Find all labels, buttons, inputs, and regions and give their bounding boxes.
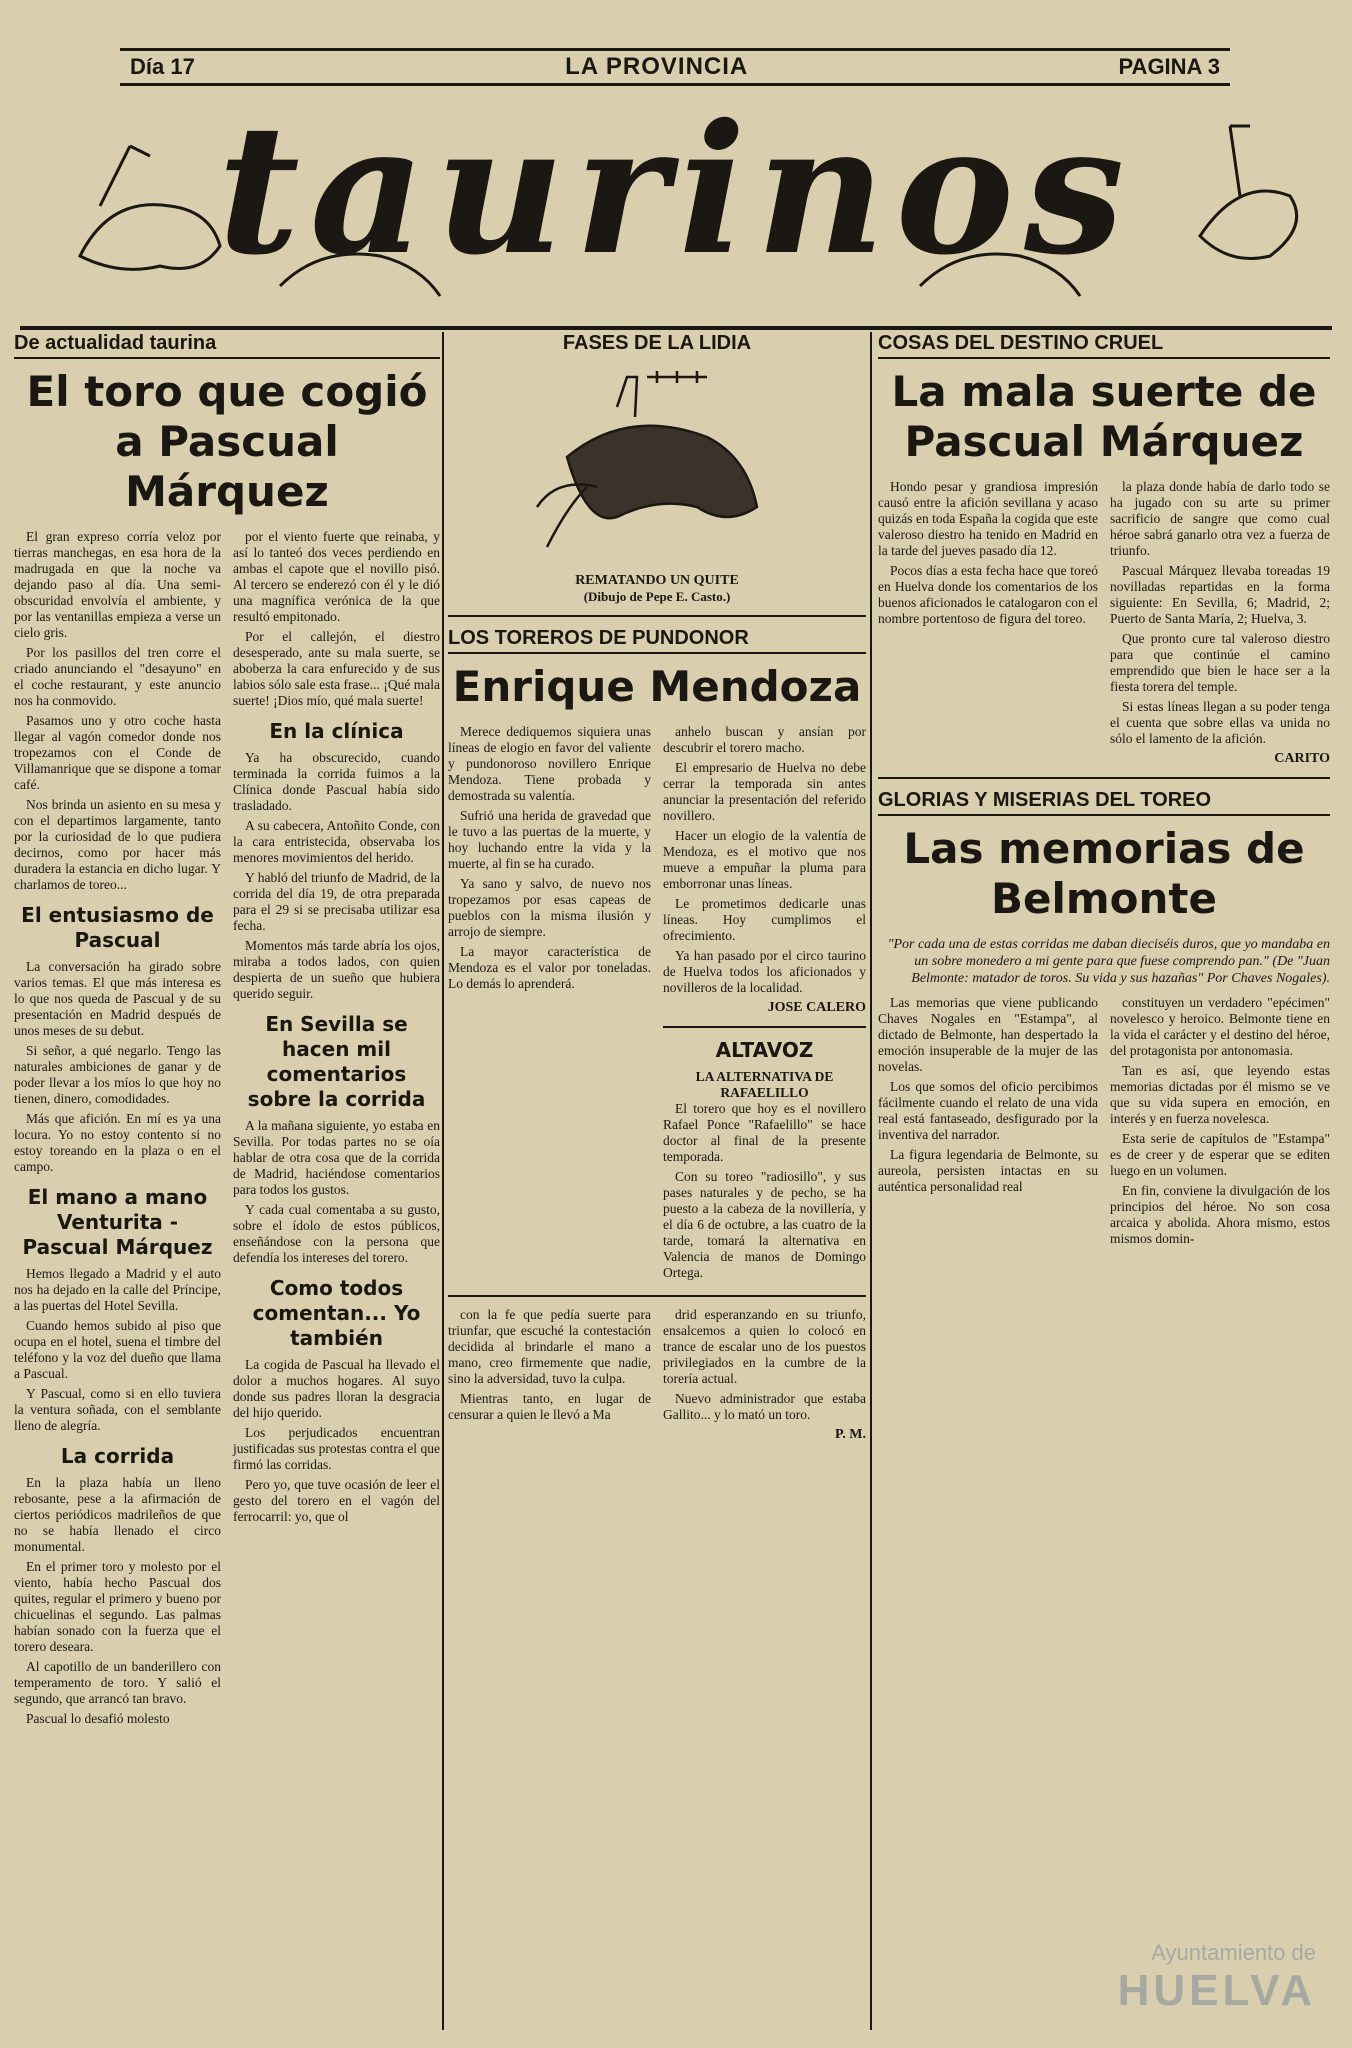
subheading: El mano a mano Venturita - Pascual Márquez: [22, 1185, 213, 1259]
article-column-center: [448, 332, 866, 2030]
paragraph: Pasamos uno y otro coche hasta llegar al vagón comedor donde nos tropezamos con el Conde de Villamanrique que se dispone a tomar café.: [14, 713, 221, 792]
paragraph: Y habló del triunfo de Madrid, de la corrida del día 19, de otra preparada para el 29 si se precisaba utilizar esa fecha.: [233, 870, 440, 933]
paragraph: La conversación ha girado sobre varios temas. El que más interesa es lo que nos queda de Pascual y de su presentación en Madrid después de unos meses de su debut.: [14, 959, 221, 1038]
article-headline: Enrique Mendoza: [452, 662, 862, 711]
paragraph: Si estas líneas llegan a su poder tenga el cuenta que sobre ellas va unida no sólo el lamento de la afición.: [1110, 699, 1330, 746]
ayuntamiento-watermark: [1066, 1940, 1316, 2020]
paragraph: Le prometimos dedicarle unas líneas. Hoy cumplimos el ofrecimiento.: [663, 896, 866, 943]
masthead-paper-name: LA PROVINCIA: [555, 53, 758, 81]
article-kicker: LOS TOREROS DE PUNDONOR: [448, 627, 866, 654]
article-body: [448, 724, 866, 1285]
column-rule: [870, 332, 872, 2030]
paragraph: En la plaza había un lleno rebosante, pese a la afirmación de ciertos periódicos madrileños de que no se había llenado el circo monumental.: [14, 1475, 221, 1554]
article-body: [878, 995, 1330, 1251]
subheading: La corrida: [60, 1444, 175, 1468]
section-banner: [20, 86, 1332, 330]
article-headline: El toro que cogió a Pascual Márquez: [26, 367, 428, 516]
paragraph: Y Pascual, como si en ello tuviera la ventura soñada, con el semblante lleno de alegría.: [14, 1386, 221, 1433]
illustration-credit: (Dibujo de Pepe E. Casto.): [583, 589, 731, 604]
article-kicker: COSAS DEL DESTINO CRUEL: [878, 332, 1330, 359]
paragraph: Tan es así, que leyendo estas memorias dictadas por él mismo se ve que su vida supera en emoción, en interés y en fuerza novelesca.: [1110, 1063, 1330, 1126]
paragraph: Pero yo, que tuve ocasión de leer el gesto del torero en el vagón del ferrocarril: yo, que ol: [233, 1477, 440, 1524]
subheading: Como todos comentan... Yo también: [252, 1276, 421, 1350]
article-body-right: [233, 529, 440, 1731]
subheading: En la clínica: [269, 719, 404, 743]
masthead-page-number: PAGINA 3: [1109, 54, 1230, 80]
paragraph: El gran expreso corría veloz por tierras manchegas, en esa hora de la madrugada en que la noche va dejando paso al día. Una semi-obscuridad envolvía el ambiente, y por las ventanillas empieza a verse un cielo gris.: [14, 529, 221, 640]
paragraph: Hacer un elogio de la valentía de Mendoza, es el motivo que nos mueve a empuñar la pluma para emborronar unas líneas.: [663, 828, 866, 891]
article-body-left: [448, 1307, 651, 1443]
paragraph: Los que somos del oficio percibimos fácilmente cuando el relato de una vida real está fantaseado, desfigurado por la inventiva del narrador.: [878, 1079, 1098, 1142]
article-body-left: [878, 479, 1098, 767]
paragraph: Mientras tanto, en lugar de censurar a quien le llevó a Ma: [448, 1391, 651, 1422]
paragraph: La figura legendaria de Belmonte, su aureola, persisten intactas en su auténtica personalidad real: [878, 1147, 1098, 1194]
article-body-right: [1110, 995, 1330, 1251]
subheading: El entusiasmo de Pascual: [21, 903, 214, 952]
section-divider: [448, 615, 866, 617]
paragraph: La cogida de Pascual ha llevado el dolor a muchos hogares. Al suyo donde sus padres lloran la desgracia del hijo querido.: [233, 1357, 440, 1420]
watermark-line: HUELVA: [1117, 1966, 1316, 2015]
subheading: LA ALTERNATIVA DE RAFAELILLO: [695, 1069, 834, 1100]
paragraph: Ya sano y salvo, de nuevo nos tropezamos por esas capeas de pueblos con la misma ilusión y arrojo de siempre.: [448, 876, 651, 939]
paragraph: Las memorias que viene publicando Chaves Nogales en "Estampa", al dictado de Belmonte, han despertado la emoción insuperable de la mujer de las novelas.: [878, 995, 1098, 1074]
paragraph: El empresario de Huelva no debe cerrar la temporada sin antes anunciar la presentación del referido novillero.: [663, 760, 866, 823]
paragraph: Los perjudicados encuentran justificadas sus protestas contra el que firmó las corridas.: [233, 1425, 440, 1472]
article-body: [14, 529, 440, 1731]
paragraph: Y cada cual comentaba a su gusto, sobre el ídolo de estos públicos, enseñándose con la persona que defendía los intereses del torero.: [233, 1202, 440, 1265]
column-rule: [442, 332, 444, 2030]
article-body-left: [14, 529, 221, 1731]
paragraph: Si señor, a qué negarlo. Tengo las naturales ambiciones de ganar y de poder llevar a los míos lo que hoy no tienen, dinero, comodidades.: [14, 1043, 221, 1106]
article-kicker: GLORIAS Y MISERIAS DEL TOREO: [878, 789, 1330, 816]
article-headline: La mala suerte de Pascual Márquez: [891, 367, 1317, 466]
article-body-left: [448, 724, 651, 1285]
paragraph: Hemos llegado a Madrid y el auto nos ha dejado en la calle del Príncipe, a las puertas del Hotel Sevilla.: [14, 1266, 221, 1313]
paragraph: Merece dediquemos siquiera unas líneas de elogio en favor del valiente y pundonoroso novillero Enrique Mendoza. Tiene probada y demostrada su valentía.: [448, 724, 651, 803]
article-continuation: [448, 1307, 866, 1443]
paragraph: Nuevo administrador que estaba Gallito... y lo mató un toro.: [663, 1391, 866, 1422]
section-divider: [878, 777, 1330, 779]
paragraph: En fin, conviene la divulgación de los principios del héroe. No son cosa arcaica y abolida. Ahora mismo, estos mismos domin-: [1110, 1183, 1330, 1246]
article-body-right: [663, 1307, 866, 1443]
article-body-right: [1110, 479, 1330, 767]
paragraph: Al capotillo de un banderillero con temperamento de toro. Y salió el segundo, que arrancó tan bravo.: [14, 1659, 221, 1706]
masthead: [120, 48, 1230, 86]
section-divider: [663, 1026, 866, 1028]
paragraph: Por los pasillos del tren corre el criado anunciando el "desayuno" en el coche restaurant, y este anuncio nos ha conmovido.: [14, 645, 221, 708]
watermark-line: Ayuntamiento de: [1151, 1940, 1316, 1965]
article-body: [878, 479, 1330, 767]
paragraph: Nos brinda un asiento en su mesa y con el departimos largamente, tanto por la curiosidad de lo que pudiera decirnos, como por hacer más duradera la estancia en dicho lugar. Y charlamos de toreo...: [14, 797, 221, 892]
article-body-left: [878, 995, 1098, 1251]
article-signature: CARITO: [1274, 751, 1330, 766]
paragraph: Pocos días a esta fecha hace que toreó en Huelva donde los comentarios de los buenos aficionados le catalogaron con el nombre portentoso de figura del toreo.: [878, 563, 1098, 626]
paragraph: Que pronto cure tal valeroso diestro para que continúe el camino emprendido que bien le hace ser a la fiesta torera del temple.: [1110, 631, 1330, 694]
article-body-right: [663, 724, 866, 1285]
article-column-right: [878, 332, 1330, 2030]
section-title: taurinos: [217, 85, 1135, 294]
illustration-caption: REMATANDO UN QUITE: [575, 573, 739, 588]
paragraph: Cuando hemos subido al piso que ocupa en el hotel, suena el timbre del teléfono y la voz del dueño que llama a Pascual.: [14, 1318, 221, 1381]
paragraph: Ya ha obscurecido, cuando terminada la corrida fuimos a la Clínica donde Pascual había sido trasladado.: [233, 750, 440, 813]
paragraph: En el primer toro y molesto por el viento, había hecho Pascual dos quites, regular el primero y bueno por chicuelinas el segundo. Las palmas habían sonado con la fuerza que el torero deseara.: [14, 1559, 221, 1654]
paragraph: con la fe que pedía suerte para triunfar, que escuché la contestación decidida al brindarle el mano a mano, creo firmemente que nadie, sino la adversidad, tuvo la culpa.: [448, 1307, 651, 1386]
paragraph: Pascual Márquez llevaba toreadas 19 novilladas repartidas en la forma siguiente: En Sevilla, 6; Madrid, 2; Puerto de Santa María, 2; Huelva, 3.: [1110, 563, 1330, 626]
article-headline: Las memorias de Belmonte: [903, 824, 1305, 923]
paragraph: Hondo pesar y grandiosa impresión causó entre la afición sevillana y acaso quizás en toda España la cogida que este valeroso diestro ha tenido en Madrid en la tarde del jueves pasado día 12.: [878, 479, 1098, 558]
article-kicker: De actualidad taurina: [14, 332, 440, 359]
paragraph: constituyen un verdadero "epécimen" novelesco y heroico. Belmonte tiene en la vida el carácter y el destino del héroe, del protagonista por antonomasia.: [1110, 995, 1330, 1058]
paragraph: A su cabecera, Antoñito Conde, con la cara entristecida, observaba los menores movimientos del herido.: [233, 818, 440, 865]
illustration-kicker: FASES DE LA LIDIA: [562, 332, 752, 354]
subheading: ALTAVOZ: [715, 1038, 814, 1062]
paragraph: Con su toreo "radiosillo", y sus pases naturales y de pecho, se ha puesto a la cabeza de la novillería, y el día 6 de octubre, a las cuatro de la tarde, tomará la alternativa en Valencia de manos de Domingo Ortega.: [663, 1169, 866, 1280]
paragraph: por el viento fuerte que reinaba, y así lo tanteó dos veces perdiendo en ambas el capote que el novillo pisó. Al tercero se enderezó con él y le dió una magnífica verónica de la que resultó empitonado.: [233, 529, 440, 624]
article-signature: JOSE CALERO: [767, 1000, 866, 1015]
paragraph: El torero que hoy es el novillero Rafael Ponce "Rafaelillo" se hace doctor al final de la presente temporada.: [663, 1101, 866, 1164]
paragraph: A la mañana siguiente, yo estaba en Sevilla. Por todas partes no se oía hablar de otra cosa que de la corrida de Madrid, haciéndose comentarios para todos los gustos.: [233, 1118, 440, 1197]
masthead-day: Día 17: [120, 54, 205, 80]
subheading: En Sevilla se hacen mil comentarios sobre la corrida: [247, 1012, 426, 1111]
paragraph: drid esperanzando en su triunfo, ensalcemos a quien lo colocó en trance de escalar uno de los puestos privilegiados en la cumbre de la torería actual.: [663, 1307, 866, 1386]
paragraph: Ya han pasado por el circo taurino de Huelva todos los aficionados y novilleros de la localidad.: [663, 948, 866, 995]
paragraph: Pascual lo desafió molesto: [26, 1711, 170, 1726]
paragraph: La mayor característica de Mendoza es el valor por toneladas. Lo demás lo aprenderá.: [448, 944, 651, 991]
paragraph: la plaza donde había de darlo todo se ha jugado con su arte su primer sacrificio de sangre que como cual héroe sabrá ganarlo otra vez a fuerza de triunfo.: [1110, 479, 1330, 558]
paragraph: Esta serie de capítulos de "Estampa" es de creer y de esperar que se editen luego en un volumen.: [1110, 1131, 1330, 1178]
epigraph-quote: "Por cada una de estas corridas me daban dieciséis duros, que yo mandaba en un sobre monedero a mi gente para que fuese comprendo pan." (De "Juan Belmonte: matador de toros. Su vida y sus hazañas" Por Chaves Nogales).: [887, 937, 1330, 986]
paragraph: anhelo buscan y ansían por descubrir el torero macho.: [663, 724, 866, 755]
paragraph: Momentos más tarde abría los ojos, miraba a todos lados, con quien despierta de un sueño que hubiera querido seguir.: [233, 938, 440, 1001]
paragraph: Más que afición. En mí es ya una locura. Yo no estoy contento si no estoy toreando en la plaza o en el campo.: [14, 1111, 221, 1174]
paragraph: Sufrió una herida de gravedad que le tuvo a las puertas de la muerte, y hoy luchando entre la vida y la muerte, al fin se ha curado.: [448, 808, 651, 871]
article-pascual-marquez-toro: [14, 332, 440, 2030]
paragraph: Por el callejón, el diestro desesperado, ante su mala suerte, se aboberza la cara enfurecido y de sus labios sólo sale esta frase... ¡Qué mala suerte! ¡Dios mío, qué mala suerte!: [233, 629, 440, 708]
article-signature: P. M.: [835, 1427, 866, 1442]
section-divider: [448, 1295, 866, 1297]
bullfighter-drawing: [507, 367, 807, 567]
